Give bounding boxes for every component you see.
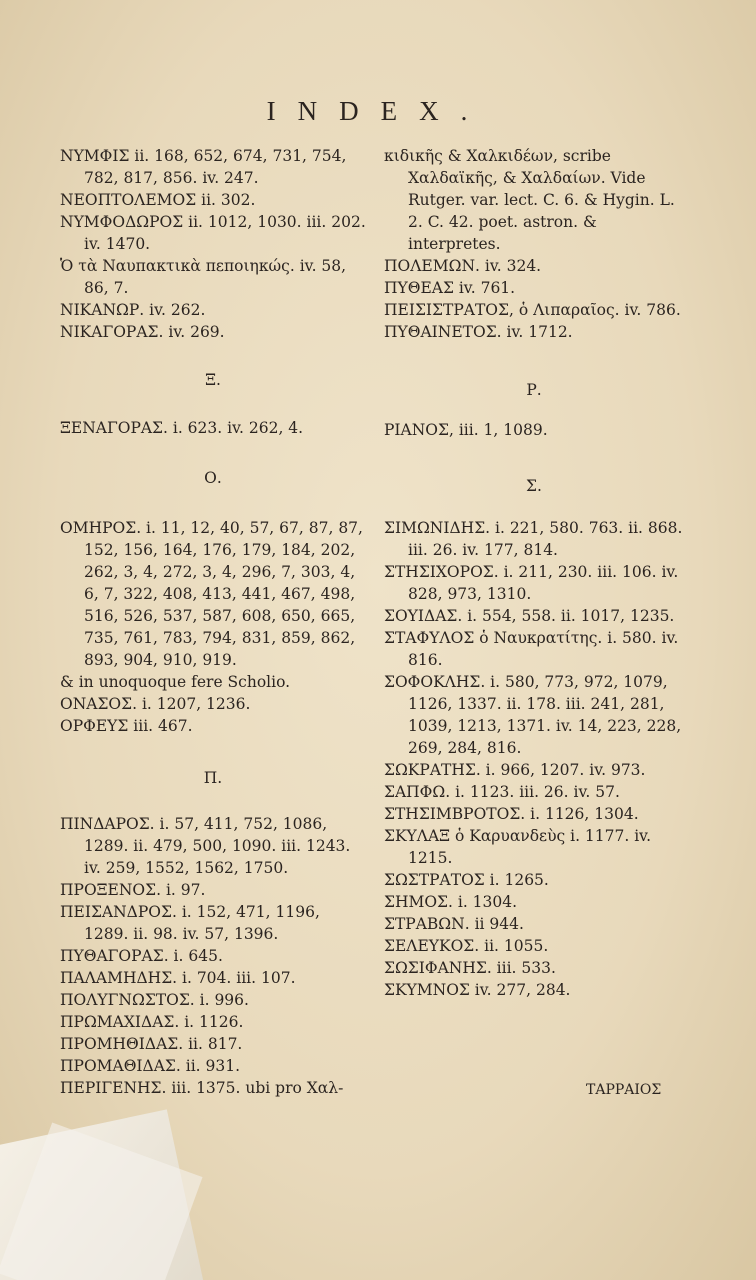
index-entry: ΣΑΠΦΩ. i. 1123. iii. 26. iv. 57. [384,783,620,801]
section-letter: Σ. [526,477,542,495]
index-entry: ΝΥΜΦΙΣ ii. 168, 652, 674, 731, 754, 782, 817, 856. iv. 247. [60,147,347,187]
index-entry: ΠΥΘΑΙΝΕΤΟΣ. iv. 1712. [384,323,573,341]
index-entry: ΠΡΟΜΗΘΙΔΑΣ. ii. 817. [60,1035,243,1053]
index-entry: ΣΩΚΡΑΤΗΣ. i. 966, 1207. iv. 973. [384,761,646,779]
index-entry: ΠΡΟΞΕΝΟΣ. i. 97. [60,881,206,899]
index-entry: ΣΤΗΣΙΧΟΡΟΣ. i. 211, 230. iii. 106. iv. 828, 973, 1310. [384,563,679,603]
index-entry: ΣΟΦΟΚΛΗΣ. i. 580, 773, 972, 1079, 1126, 1337. ii. 178. iii. 241, 281, 1039, 1213, 1371. iv. 14, 223, 228, 269, 284, 816. [384,673,682,757]
index-entry: ΣΕΛΕΥΚΟΣ. ii. 1055. [384,937,549,955]
index-column-left [60,145,366,1099]
index-entry: Ὁ τὰ Ναυπακτικὰ πεποιηκώς. iv. 58, 86, 7. [60,257,347,297]
index-entry: ΣΚΥΛΑΞ ὁ Καρυανδεὺς i. 1177. iv. 1215. [384,827,652,867]
index-entry: ΞΕΝΑΓΟΡΑΣ. i. 623. iv. 262, 4. [60,419,304,437]
index-entry: ΟΝΑΣΟΣ. i. 1207, 1236. [60,695,251,713]
index-entry: ΣΩΣΤΡΑΤΟΣ i. 1265. [384,871,549,889]
section-letter: Ξ. [205,371,221,389]
index-entry: ΠΡΟΜΑΘΙΔΑΣ. ii. 931. [60,1057,241,1075]
index-entry: ΝΙΚΑΝΩΡ. iv. 262. [60,301,206,319]
index-entry: ΟΜΗΡΟΣ. i. 11, 12, 40, 57, 67, 87, 87, 152, 156, 164, 176, 179, 184, 202, 262, 3, 4, 272, 3, 4, 296, 7, 303, 4, 6, 7, 322, 408, 413, 441, 467, 498, 516, 526, 537, 587, 608, 650, 665, 735, 761, 783, 794, 831, 859, 862, 893, 904, 910, 919. [60,519,363,669]
index-entry: ΠΟΛΥΓΝΩΣΤΟΣ. i. 996. [60,991,249,1009]
index-entry: ΝΙΚΑΓΟΡΑΣ. iv. 269. [60,323,225,341]
index-entry: κιδικῆς & Χαλκιδέων, scribe Χαλδαϊκῆς, & Χαλδαίων. Vide Rutger. var. lect. C. 6. & Hygin. L. 2. C. 42. poet. astron. & interpretes. [384,147,675,253]
index-entry: ΣΤΡΑΒΩΝ. ii 944. [384,915,524,933]
index-entry: ΠΥΘΑΓΟΡΑΣ. i. 645. [60,947,223,965]
index-entry: ΠΟΛΕΜΩΝ. iv. 324. [384,257,542,275]
index-entry: ΠΕΙΣΑΝΔΡΟΣ. i. 152, 471, 1196, 1289. ii. 98. iv. 57, 1396. [60,903,320,943]
catchword: ΤΑΡΡΑΙΟΣ [586,1082,662,1098]
index-column-right [384,145,684,1001]
section-letter: Ο. [204,469,222,487]
index-entry: ΝΥΜΦΟΔΩΡΟΣ ii. 1012, 1030. iii. 202. iv. 1470. [60,213,366,253]
index-entry: ΠΡΩΜΑΧΙΔΑΣ. i. 1126. [60,1013,244,1031]
index-entry: ΠΕΡΙΓΕΝΗΣ. iii. 1375. ubi pro Χαλ- [60,1079,344,1097]
page-title: INDEX. [266,96,490,126]
index-entry: ΠΙΝΔΑΡΟΣ. i. 57, 411, 752, 1086, 1289. ii. 479, 500, 1090. iii. 1243. iv. 259, 1552, 1562, 1750. [60,815,351,877]
index-entry: ΣΟΥΙΔΑΣ. i. 554, 558. ii. 1017, 1235. [384,607,675,625]
index-entry: ΠΑΛΑΜΗΔΗΣ. i. 704. iii. 107. [60,969,296,987]
index-entry: ΠΕΙΣΙΣΤΡΑΤΟΣ, ὁ Λιπαραῖος. iv. 786. [384,301,681,319]
section-letter: Π. [203,769,223,787]
index-entry: ΣΙΜΩΝΙΔΗΣ. i. 221, 580. 763. ii. 868. iii. 26. iv. 177, 814. [384,519,683,559]
index-entry: & in unoquoque fere Scholio. [60,673,291,691]
index-entry: ΝΕΟΠΤΟΛΕΜΟΣ ii. 302. [60,191,256,209]
index-entry: ΣΚΥΜΝΟΣ iv. 277, 284. [384,981,571,999]
index-entry: ΣΤΑΦΥΛΟΣ ὁ Ναυκρατίτης. i. 580. iv. 816. [384,629,679,669]
index-entry: ΣΩΣΙΦΑΝΗΣ. iii. 533. [384,959,556,977]
index-entry: ΣΤΗΣΙΜΒΡΟΤΟΣ. i. 1126, 1304. [384,805,639,823]
section-letter: Ρ. [526,381,542,399]
index-entry: ΡΙΑΝΟΣ, iii. 1, 1089. [384,421,548,439]
index-entry: ΟΡΦΕΥΣ iii. 467. [60,717,193,735]
index-entry: ΣΗΜΟΣ. i. 1304. [384,893,518,911]
index-entry: ΠΥΘΕΑΣ iv. 761. [384,279,516,297]
